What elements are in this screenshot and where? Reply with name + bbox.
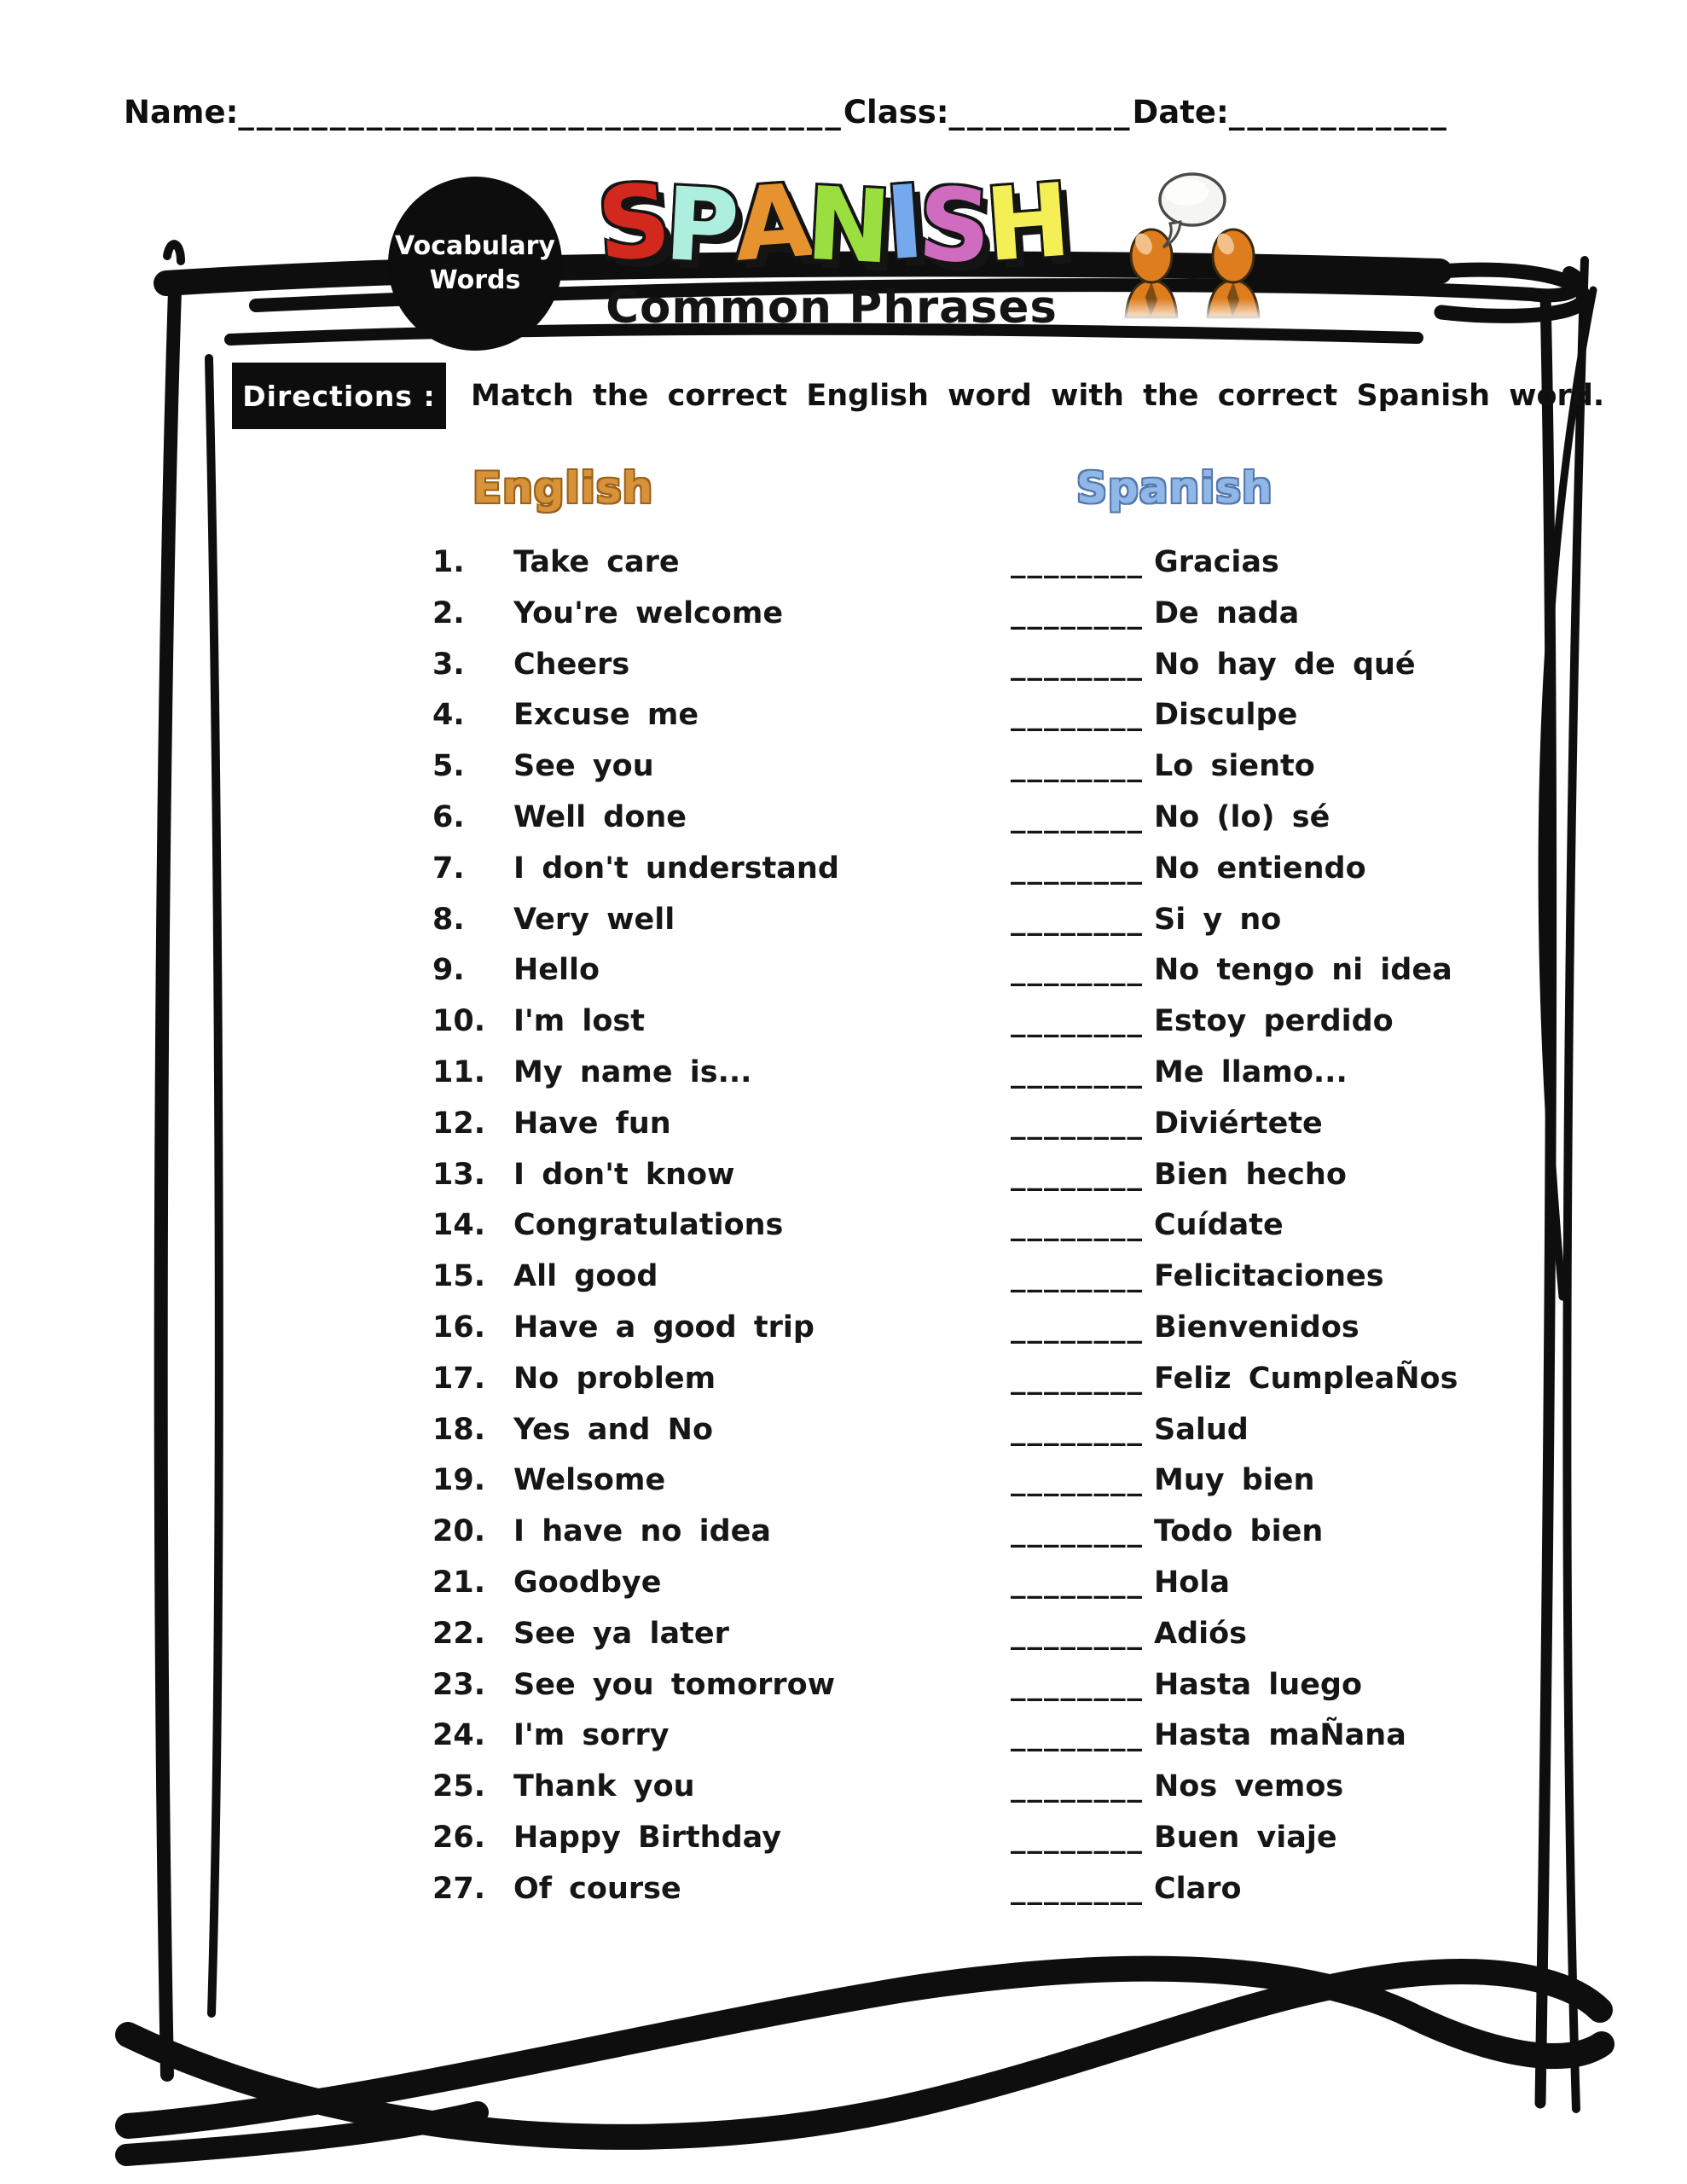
item-number: 19. (432, 1463, 486, 1498)
list-row (0, 1252, 1687, 1303)
answer-blank: ________ (1011, 1310, 1144, 1345)
directions-label: Directions : (242, 379, 436, 413)
list-row (0, 844, 1687, 895)
english-phrase: Have fun (513, 1106, 671, 1141)
spanish-phrase: Si y no (1154, 902, 1282, 937)
answer-blank: ________ (1011, 1871, 1144, 1906)
english-phrase: Thank you (513, 1769, 695, 1804)
spanish-answer (1011, 741, 1315, 793)
spanish-answer (1011, 589, 1300, 640)
spanish-answer (1011, 1711, 1406, 1762)
english-phrase: Congratulations (513, 1208, 784, 1243)
item-number: 12. (432, 1106, 486, 1141)
list-row (0, 589, 1687, 640)
list-row (0, 1660, 1687, 1711)
spanish-phrase: No (lo) sé (1154, 799, 1330, 834)
spanish-phrase: Gracias (1154, 545, 1279, 579)
answer-blank: ________ (1011, 749, 1144, 784)
item-number: 24. (432, 1718, 486, 1753)
english-phrase: See you tomorrow (513, 1667, 836, 1702)
spanish-column-header: Spanish (1076, 463, 1273, 513)
spanish-answer (1011, 1813, 1337, 1864)
list-row (0, 1507, 1687, 1558)
spanish-phrase: Felicitaciones (1154, 1259, 1384, 1294)
name-blank: _________________________________ (238, 94, 844, 131)
item-number: 25. (432, 1769, 486, 1804)
english-phrase: I'm lost (513, 1004, 645, 1039)
english-phrase: I don't know (513, 1157, 735, 1192)
two-people-talking-icon (1107, 164, 1278, 322)
list-row (0, 1864, 1687, 1915)
answer-blank: ________ (1011, 1514, 1144, 1549)
answer-blank: ________ (1011, 953, 1144, 988)
spanish-title (587, 160, 1076, 287)
answer-blank: ________ (1011, 902, 1144, 937)
spanish-phrase: Nos vemos (1154, 1769, 1344, 1804)
date-blank: ____________ (1228, 94, 1449, 131)
english-column-header: English (472, 463, 654, 513)
answer-blank: ________ (1011, 1054, 1144, 1089)
item-number: 2. (432, 595, 465, 630)
spanish-answer (1011, 1303, 1359, 1354)
title-letter: S (594, 161, 670, 284)
spanish-answer (1011, 1252, 1384, 1303)
item-number: 6. (432, 799, 465, 834)
english-phrase: My name is... (513, 1054, 752, 1089)
answer-blank: ________ (1011, 647, 1144, 682)
spanish-phrase: Estoy perdido (1154, 1004, 1394, 1039)
answer-blank: ________ (1011, 698, 1144, 733)
spanish-phrase: Me llamo... (1154, 1054, 1348, 1089)
spanish-answer (1011, 945, 1452, 996)
item-number: 17. (432, 1361, 486, 1396)
item-number: 4. (432, 698, 465, 733)
english-phrase: No problem (513, 1361, 716, 1396)
spanish-answer (1011, 640, 1416, 691)
list-row (0, 1405, 1687, 1456)
directions-text: Match the correct English word with the correct Spanish word. (471, 379, 1605, 413)
list-row (0, 793, 1687, 844)
english-phrase: Excuse me (513, 698, 699, 733)
list-row (0, 1150, 1687, 1201)
english-phrase: Yes and No (513, 1412, 713, 1447)
class-label: Class: (843, 94, 949, 131)
item-number: 3. (432, 647, 465, 682)
answer-blank: ________ (1011, 1412, 1144, 1447)
spanish-answer (1011, 1048, 1348, 1099)
speech-bubble-icon (1160, 174, 1225, 247)
english-phrase: Happy Birthday (513, 1820, 782, 1855)
item-number: 26. (432, 1820, 486, 1855)
english-phrase: Have a good trip (513, 1310, 815, 1345)
spanish-phrase: Adiós (1154, 1616, 1248, 1651)
answer-blank: ________ (1011, 1004, 1144, 1039)
date-label: Date: (1132, 94, 1229, 131)
answer-blank: ________ (1011, 1157, 1144, 1192)
item-number: 7. (432, 851, 465, 886)
spanish-phrase: Lo siento (1154, 749, 1315, 784)
item-number: 15. (432, 1259, 486, 1294)
class-blank: __________ (948, 94, 1133, 131)
badge-line-1: Vocabulary (395, 230, 555, 261)
spanish-phrase: No tengo ni idea (1154, 953, 1452, 988)
spanish-phrase: Hola (1154, 1565, 1230, 1600)
english-phrase: Well done (513, 799, 687, 834)
item-number: 22. (432, 1616, 486, 1651)
spanish-phrase: No entiendo (1154, 851, 1366, 886)
title-letter: N (803, 164, 890, 287)
spanish-answer (1011, 1200, 1284, 1252)
english-phrase: Take care (513, 545, 680, 579)
answer-blank: ________ (1011, 545, 1144, 579)
spanish-answer (1011, 1660, 1363, 1711)
spanish-phrase: Bien hecho (1154, 1157, 1347, 1192)
list-row (0, 1048, 1687, 1099)
item-number: 16. (432, 1310, 486, 1345)
list-row (0, 1609, 1687, 1660)
spanish-phrase: Hasta luego (1154, 1667, 1363, 1702)
english-phrase: Of course (513, 1871, 681, 1906)
list-row (0, 1711, 1687, 1762)
item-number: 27. (432, 1871, 486, 1906)
title-subtitle: Common Phrases (606, 282, 1058, 334)
answer-blank: ________ (1011, 1769, 1144, 1804)
english-phrase: Cheers (513, 647, 630, 682)
english-phrase: Very well (513, 902, 675, 937)
spanish-phrase: Todo bien (1154, 1514, 1324, 1549)
spanish-answer (1011, 895, 1282, 946)
list-row (0, 945, 1687, 996)
answer-blank: ________ (1011, 1259, 1144, 1294)
spanish-answer (1011, 844, 1366, 895)
list-row (0, 1558, 1687, 1609)
directions-label-box (232, 363, 446, 429)
english-phrase: See ya later (513, 1616, 729, 1651)
item-number: 11. (432, 1054, 486, 1089)
english-phrase: I'm sorry (513, 1718, 670, 1753)
spanish-answer (1011, 1455, 1315, 1507)
english-phrase: See you (513, 749, 654, 784)
answer-blank: ________ (1011, 1667, 1144, 1702)
answer-blank: ________ (1011, 1718, 1144, 1753)
spanish-phrase: Salud (1154, 1412, 1249, 1447)
list-row (0, 996, 1687, 1048)
item-number: 1. (432, 545, 465, 579)
spanish-answer (1011, 1609, 1248, 1660)
spanish-phrase: Feliz CumpleaÑos (1154, 1361, 1458, 1396)
answer-blank: ________ (1011, 1463, 1144, 1498)
item-number: 8. (432, 902, 465, 937)
answer-blank: ________ (1011, 1820, 1144, 1855)
answer-blank: ________ (1011, 1565, 1144, 1600)
spanish-phrase: Cuídate (1154, 1208, 1284, 1243)
spanish-answer (1011, 996, 1394, 1048)
spanish-answer (1011, 1558, 1230, 1609)
spanish-phrase: No hay de qué (1154, 647, 1416, 682)
item-number: 9. (432, 953, 465, 988)
item-number: 5. (432, 749, 465, 784)
item-number: 14. (432, 1208, 486, 1243)
answer-blank: ________ (1011, 799, 1144, 834)
item-number: 23. (432, 1667, 486, 1702)
list-row (0, 1354, 1687, 1405)
spanish-answer (1011, 1354, 1458, 1405)
badge-line-2: Words (429, 265, 521, 295)
spanish-answer (1011, 1762, 1344, 1813)
list-row (0, 741, 1687, 793)
list-row (0, 895, 1687, 946)
spanish-phrase: Hasta maÑana (1154, 1718, 1406, 1753)
spanish-phrase: De nada (1154, 595, 1300, 630)
spanish-answer (1011, 1864, 1242, 1915)
list-row (0, 1455, 1687, 1507)
list-row (0, 1813, 1687, 1864)
vocabulary-badge (388, 177, 562, 351)
item-number: 21. (432, 1565, 486, 1600)
english-phrase: Welsome (513, 1463, 666, 1498)
spanish-phrase: Diviértete (1154, 1106, 1323, 1141)
title-letter: I (882, 162, 923, 283)
english-phrase: All good (513, 1259, 658, 1294)
spanish-answer (1011, 537, 1279, 589)
item-number: 18. (432, 1412, 486, 1447)
english-phrase: Goodbye (513, 1565, 662, 1600)
spanish-phrase: Bienvenidos (1154, 1310, 1359, 1345)
answer-blank: ________ (1011, 1106, 1144, 1141)
header-line (124, 94, 1449, 131)
list-row (0, 1303, 1687, 1354)
title-letter: A (730, 161, 811, 284)
english-phrase: I have no idea (513, 1514, 772, 1549)
answer-blank: ________ (1011, 851, 1144, 886)
spanish-answer (1011, 690, 1298, 741)
spanish-answer (1011, 793, 1330, 844)
item-number: 10. (432, 1004, 486, 1039)
list-row (0, 1099, 1687, 1150)
title-letter: P (662, 164, 738, 287)
title-letter: H (982, 160, 1070, 285)
spanish-answer (1011, 1405, 1249, 1456)
list-row (0, 1200, 1687, 1252)
item-number: 13. (432, 1157, 486, 1192)
english-phrase: You're welcome (513, 595, 784, 630)
spanish-answer (1011, 1507, 1324, 1558)
list-row (0, 537, 1687, 589)
answer-blank: ________ (1011, 1616, 1144, 1651)
spanish-answer (1011, 1150, 1347, 1201)
item-number: 20. (432, 1514, 486, 1549)
spanish-answer (1011, 1099, 1323, 1150)
match-list (0, 537, 1687, 1915)
list-row (0, 640, 1687, 691)
list-row (0, 690, 1687, 741)
name-label: Name: (124, 94, 239, 131)
spanish-phrase: Buen viaje (1154, 1820, 1337, 1855)
answer-blank: ________ (1011, 1208, 1144, 1243)
english-phrase: I don't understand (513, 851, 839, 886)
answer-blank: ________ (1011, 1361, 1144, 1396)
spanish-phrase: Muy bien (1154, 1463, 1315, 1498)
english-phrase: Hello (513, 953, 600, 988)
spanish-phrase: Disculpe (1154, 698, 1298, 733)
spanish-phrase: Claro (1154, 1871, 1242, 1906)
answer-blank: ________ (1011, 595, 1144, 630)
list-row (0, 1762, 1687, 1813)
title-letter: S (915, 165, 989, 286)
